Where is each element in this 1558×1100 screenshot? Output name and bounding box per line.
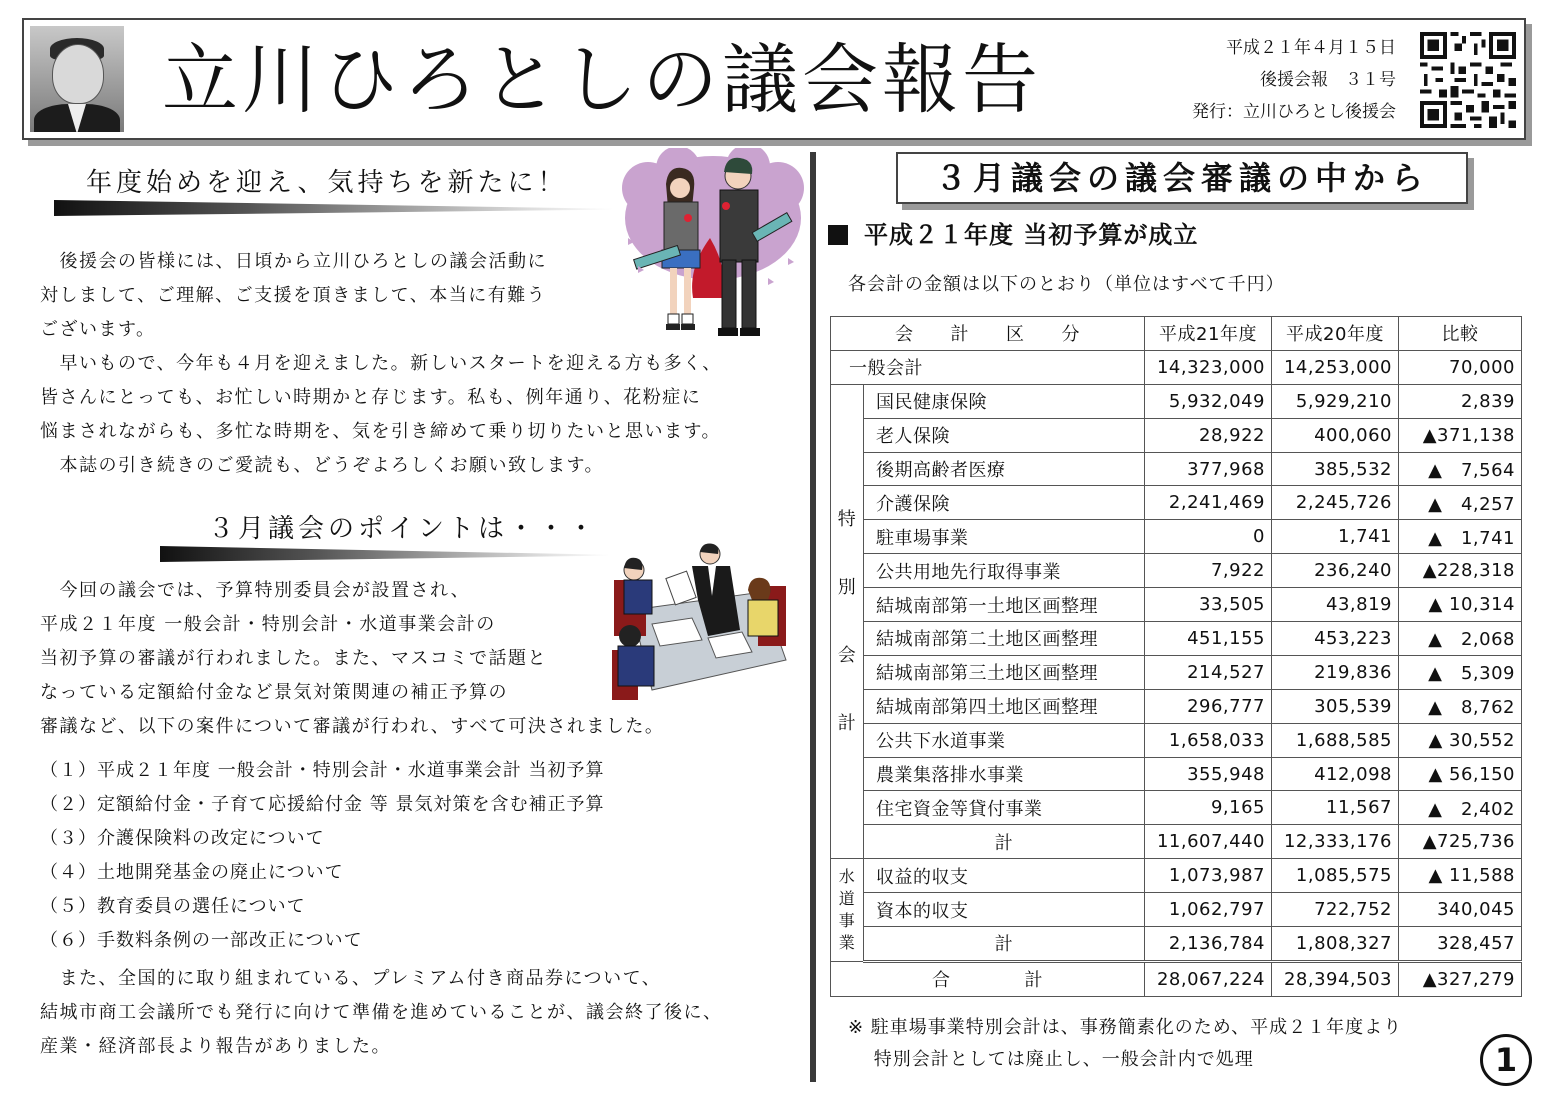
table-row: 結城南部第四土地区画整理 296,777 305,539 ▲ 8,762 <box>831 689 1522 723</box>
graduation-illustration <box>618 148 808 344</box>
issue-meta <box>1192 32 1396 128</box>
section1-text: 後援会の皆様には、日頃から立川ひろとしの議会活動に 対しまして、ご理解、ご支援を頂きまして、本当に有難う ございます。 早いもので、今年も４月を迎えました。新しいスタートを迎える方も多く、 皆さんにとっても、お忙しい時期かと存じます。私も、例年通り、花粉症に 悩まされながらも、多忙な時期を、気を引き締めて乗り切りたいと思います。 本誌の引き続きのご愛読も、どうぞよろしくお願い致します。 <box>40 251 722 476</box>
grand-total-row: 合 計 28,067,224 28,394,503 ▲327,279 <box>831 961 1522 996</box>
table-row: 結城南部第一土地区画整理 33,505 43,819 ▲ 10,314 <box>831 588 1522 622</box>
table-row: 老人保険 28,922 400,060 ▲371,138 <box>831 418 1522 452</box>
special-accounts-group: 特 別 会 計 <box>831 384 864 858</box>
section1-heading: 年度始めを迎え、気持ちを新たに！ <box>86 168 568 198</box>
water-total-row: 計 2,136,784 1,808,327 328,457 <box>831 927 1522 962</box>
list-item: （１）平成２１年度 一般会計・特別会計・水道事業会計 当初予算 <box>40 760 605 781</box>
header-cell: 平成21年度 <box>1145 317 1272 351</box>
table-header-row <box>831 317 1522 351</box>
water-accounts-group: 水 道 事 業 <box>831 859 864 962</box>
budget-table <box>830 316 1522 997</box>
table-row: 公共下水道事業 1,658,033 1,688,585 ▲ 30,552 <box>831 723 1522 757</box>
table-row: 一般会計 14,323,000 14,253,000 70,000 <box>831 350 1522 384</box>
issue-number: 後援会報 ３１号 <box>1260 70 1396 90</box>
section2-heading-bar <box>160 546 610 562</box>
page-number: 1 <box>1480 1034 1532 1086</box>
header-cell: 比較 <box>1399 317 1522 351</box>
header-cell: 会 計 区 分 <box>831 317 1145 351</box>
closing-text: また、全国的に取り組まれている、プレミアム付き商品券について、 結城市商工会議所でも発行に向けて準備を進めていることが、議会終了後に、 産業・経済部長より報告がありました。 <box>40 968 723 1057</box>
list-item: （３）介護保険料の改定について <box>40 828 325 849</box>
table-row: 農業集落排水事業 355,948 412,098 ▲ 56,150 <box>831 757 1522 791</box>
table-row: 後期高齢者医療 377,968 385,532 ▲ 7,564 <box>831 452 1522 486</box>
special-total-row: 計 11,607,440 12,333,176 ▲725,736 <box>831 825 1522 859</box>
list-item: （５）教育委員の選任について <box>40 896 306 917</box>
column-divider <box>810 152 816 1082</box>
list-item: （４）土地開発基金の廃止について <box>40 862 344 883</box>
table-row: 資本的収支 1,062,797 722,752 340,045 <box>831 893 1522 927</box>
right-banner: ３月議会の議会審議の中から <box>896 152 1468 204</box>
unit-note: 各会計の金額は以下のとおり（単位はすべて千円） <box>848 274 1285 295</box>
newsletter-title: 立川ひろとしの議会報告 <box>162 35 1042 124</box>
table-row: 水 道 事 業 収益的収支 1,073,987 1,085,575 ▲ 11,588 <box>831 859 1522 893</box>
budget-subhead: 平成２１年度 当初予算が成立 <box>828 215 1198 250</box>
table-row: 結城南部第二土地区画整理 451,155 453,223 ▲ 2,068 <box>831 622 1522 656</box>
section2-heading: ３月議会のポイントは・・・ <box>208 514 599 544</box>
table-row: 結城南部第三土地区画整理 214,527 219,836 ▲ 5,309 <box>831 655 1522 689</box>
header-cell: 平成20年度 <box>1272 317 1399 351</box>
qr-code-icon <box>1420 32 1516 128</box>
list-item: （２）定額給付金・子育て応援給付金 等 景気対策を含む補正予算 <box>40 794 605 815</box>
agenda-list <box>40 754 604 958</box>
section1-heading-bar <box>54 200 614 216</box>
square-bullet-icon <box>828 225 848 245</box>
footnote: ※ 駐車場事業特別会計は、事務簡素化のため、平成２１年度より 特別会計としては廃止し、一般会計内で処理 <box>848 1017 1403 1070</box>
author-photo <box>30 26 124 132</box>
list-item: （６）手数料条例の一部改正について <box>40 930 363 951</box>
masthead <box>22 18 1526 140</box>
meeting-illustration <box>612 540 788 702</box>
publisher: 発行：立川ひろとし後援会 <box>1192 102 1396 122</box>
issue-date: 平成２１年４月１５日 <box>1226 38 1396 58</box>
table-row: 特 別 会 計 国民健康保険 5,932,049 5,929,210 2,839 <box>831 384 1522 418</box>
table-row: 介護保険 2,241,469 2,245,726 ▲ 4,257 <box>831 486 1522 520</box>
table-row: 公共用地先行取得事業 7,922 236,240 ▲228,318 <box>831 554 1522 588</box>
table-row: 住宅資金等貸付事業 9,165 11,567 ▲ 2,402 <box>831 791 1522 825</box>
table-row: 駐車場事業 0 1,741 ▲ 1,741 <box>831 520 1522 554</box>
section2-text: 今回の議会では、予算特別委員会が設置され、 平成２１年度 一般会計・特別会計・水道事業会計の 当初予算の審議が行われました。また、マスコミで話題と なっている定額給付金など景気対策関連の補正予算の 審議など、以下の案件について審議が行われ、すべて可決されました。 <box>40 580 665 737</box>
